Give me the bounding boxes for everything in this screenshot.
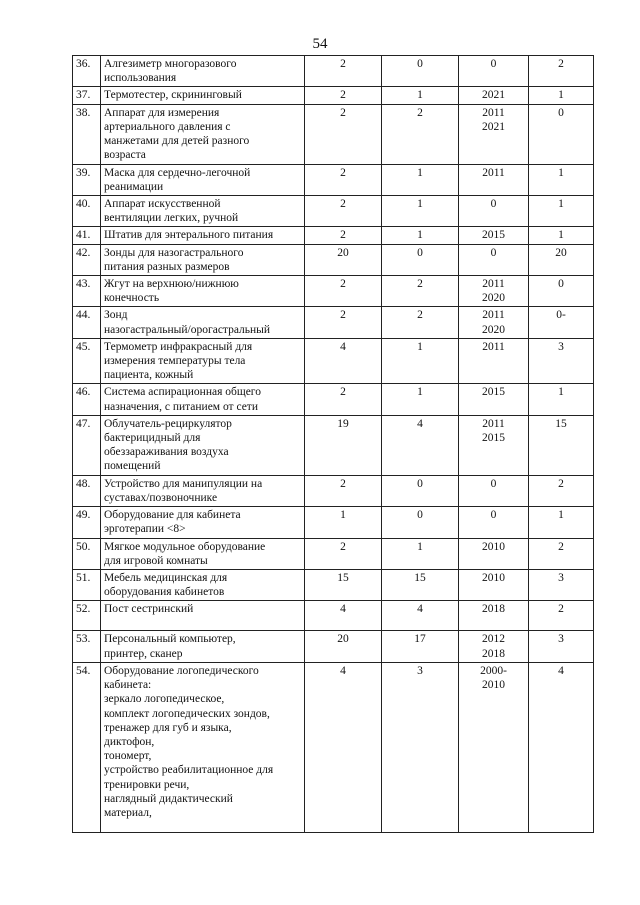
- quantity-available: 0: [382, 507, 459, 538]
- quantity-available: 1: [382, 338, 459, 384]
- quantity-available: 2: [382, 104, 459, 164]
- table-row: [73, 307, 594, 338]
- equipment-name: Система аспирационная общего назначения, с питанием от сети: [101, 384, 305, 415]
- row-number: 52.: [73, 601, 101, 631]
- table-row: [73, 570, 594, 601]
- quantity-required: 4: [529, 662, 594, 832]
- row-number: 39.: [73, 164, 101, 195]
- quantity-required: 3: [529, 338, 594, 384]
- equipment-name: Устройство для манипуляции на суставах/позвоночнике: [101, 475, 305, 506]
- equipment-name: Пост сестринский: [101, 601, 305, 631]
- equipment-name: Персональный компьютер, принтер, сканер: [101, 631, 305, 662]
- year-of-issue: 2015: [459, 384, 529, 415]
- year-of-issue: 2015: [459, 227, 529, 244]
- quantity-required: 15: [529, 415, 594, 475]
- quantity-available: 3: [382, 662, 459, 832]
- quantity-required: 3: [529, 631, 594, 662]
- quantity-required: 1: [529, 87, 594, 104]
- year-of-issue: 2010: [459, 538, 529, 569]
- equipment-name: Мебель медицинская для оборудования кабинетов: [101, 570, 305, 601]
- table-row: [73, 276, 594, 307]
- quantity-required: 1: [529, 196, 594, 227]
- quantity-total: 19: [305, 415, 382, 475]
- row-number: 48.: [73, 475, 101, 506]
- quantity-required: 0-: [529, 307, 594, 338]
- row-number: 49.: [73, 507, 101, 538]
- quantity-required: 2: [529, 601, 594, 631]
- quantity-available: 0: [382, 56, 459, 87]
- quantity-required: 1: [529, 507, 594, 538]
- row-number: 42.: [73, 244, 101, 275]
- quantity-available: 0: [382, 244, 459, 275]
- row-number: 45.: [73, 338, 101, 384]
- quantity-total: 20: [305, 244, 382, 275]
- equipment-name: Зонд назогастральный/орогастральный: [101, 307, 305, 338]
- table-row: [73, 631, 594, 662]
- quantity-total: 2: [305, 56, 382, 87]
- table-row: [73, 384, 594, 415]
- quantity-total: 1: [305, 507, 382, 538]
- table-row: [73, 507, 594, 538]
- row-number: 47.: [73, 415, 101, 475]
- row-number: 40.: [73, 196, 101, 227]
- quantity-total: 20: [305, 631, 382, 662]
- row-number: 50.: [73, 538, 101, 569]
- quantity-total: 2: [305, 538, 382, 569]
- year-of-issue: 2000- 2010: [459, 662, 529, 832]
- row-number: 37.: [73, 87, 101, 104]
- row-number: 46.: [73, 384, 101, 415]
- year-of-issue: 0: [459, 244, 529, 275]
- table-row: [73, 244, 594, 275]
- quantity-required: 2: [529, 538, 594, 569]
- year-of-issue: 2011 2021: [459, 104, 529, 164]
- equipment-name: Зонды для назогастрального питания разных размеров: [101, 244, 305, 275]
- equipment-name: Термометр инфракрасный для измерения температуры тела пациента, кожный: [101, 338, 305, 384]
- quantity-total: 4: [305, 662, 382, 832]
- quantity-total: 4: [305, 601, 382, 631]
- table-row: [73, 662, 594, 832]
- equipment-name: Аппарат искусственной вентиляции легких, ручной: [101, 196, 305, 227]
- row-number: 54.: [73, 662, 101, 832]
- quantity-available: 0: [382, 475, 459, 506]
- year-of-issue: 2021: [459, 87, 529, 104]
- quantity-required: 3: [529, 570, 594, 601]
- quantity-available: 1: [382, 384, 459, 415]
- quantity-required: 20: [529, 244, 594, 275]
- row-number: 36.: [73, 56, 101, 87]
- equipment-name: Термотестер, скрининговый: [101, 87, 305, 104]
- row-number: 38.: [73, 104, 101, 164]
- year-of-issue: 2011 2020: [459, 307, 529, 338]
- equipment-name: Облучатель-рециркулятор бактерицидный для обеззараживания воздуха помещений: [101, 415, 305, 475]
- quantity-total: 2: [305, 104, 382, 164]
- equipment-name: Мягкое модульное оборудование для игровой комнаты: [101, 538, 305, 569]
- year-of-issue: 2011: [459, 164, 529, 195]
- page-number: 54: [312, 36, 328, 52]
- quantity-total: 2: [305, 475, 382, 506]
- equipment-name: Маска для сердечно-легочной реанимации: [101, 164, 305, 195]
- year-of-issue: 0: [459, 56, 529, 87]
- table-row: [73, 56, 594, 87]
- table-row: [73, 415, 594, 475]
- equipment-name: Оборудование логопедического кабинета: зеркало логопедическое, комплект логопедических зондов, тренажер для губ и языка, диктофон, тономерт, устройство реабилитационное для тренировки речи, наглядный дидактический материал,: [101, 662, 305, 832]
- table-row: [73, 164, 594, 195]
- quantity-total: 2: [305, 196, 382, 227]
- quantity-total: 4: [305, 338, 382, 384]
- quantity-available: 1: [382, 227, 459, 244]
- equipment-table: [72, 55, 594, 833]
- equipment-name: Аппарат для измерения артериального давления с манжетами для детей разного возраста: [101, 104, 305, 164]
- equipment-name: Оборудование для кабинета эрготерапии <8>: [101, 507, 305, 538]
- year-of-issue: 2010: [459, 570, 529, 601]
- quantity-total: 15: [305, 570, 382, 601]
- year-of-issue: 0: [459, 475, 529, 506]
- quantity-available: 1: [382, 87, 459, 104]
- quantity-total: 2: [305, 87, 382, 104]
- year-of-issue: 2011: [459, 338, 529, 384]
- table-row: [73, 601, 594, 631]
- quantity-available: 15: [382, 570, 459, 601]
- table-row: [73, 196, 594, 227]
- quantity-required: 1: [529, 384, 594, 415]
- quantity-available: 1: [382, 196, 459, 227]
- year-of-issue: 0: [459, 507, 529, 538]
- row-number: 53.: [73, 631, 101, 662]
- quantity-required: 2: [529, 475, 594, 506]
- quantity-total: 2: [305, 384, 382, 415]
- row-number: 43.: [73, 276, 101, 307]
- quantity-total: 2: [305, 227, 382, 244]
- equipment-name: Жгут на верхнюю/нижнюю конечность: [101, 276, 305, 307]
- table-row: [73, 87, 594, 104]
- quantity-available: 4: [382, 601, 459, 631]
- year-of-issue: 2011 2020: [459, 276, 529, 307]
- quantity-required: 0: [529, 104, 594, 164]
- table-row: [73, 538, 594, 569]
- row-number: 44.: [73, 307, 101, 338]
- equipment-name: Штатив для энтерального питания: [101, 227, 305, 244]
- quantity-available: 1: [382, 164, 459, 195]
- quantity-required: 2: [529, 56, 594, 87]
- quantity-available: 4: [382, 415, 459, 475]
- table-row: [73, 338, 594, 384]
- table-body: [73, 56, 594, 833]
- row-number: 51.: [73, 570, 101, 601]
- quantity-available: 1: [382, 538, 459, 569]
- quantity-total: 2: [305, 164, 382, 195]
- table-row: [73, 104, 594, 164]
- year-of-issue: 0: [459, 196, 529, 227]
- year-of-issue: 2011 2015: [459, 415, 529, 475]
- quantity-required: 0: [529, 276, 594, 307]
- quantity-available: 2: [382, 276, 459, 307]
- quantity-total: 2: [305, 307, 382, 338]
- year-of-issue: 2018: [459, 601, 529, 631]
- equipment-name: Алгезиметр многоразового использования: [101, 56, 305, 87]
- row-number: 41.: [73, 227, 101, 244]
- quantity-available: 17: [382, 631, 459, 662]
- year-of-issue: 2012 2018: [459, 631, 529, 662]
- quantity-available: 2: [382, 307, 459, 338]
- quantity-required: 1: [529, 164, 594, 195]
- quantity-required: 1: [529, 227, 594, 244]
- table-row: [73, 475, 594, 506]
- quantity-total: 2: [305, 276, 382, 307]
- table-row: [73, 227, 594, 244]
